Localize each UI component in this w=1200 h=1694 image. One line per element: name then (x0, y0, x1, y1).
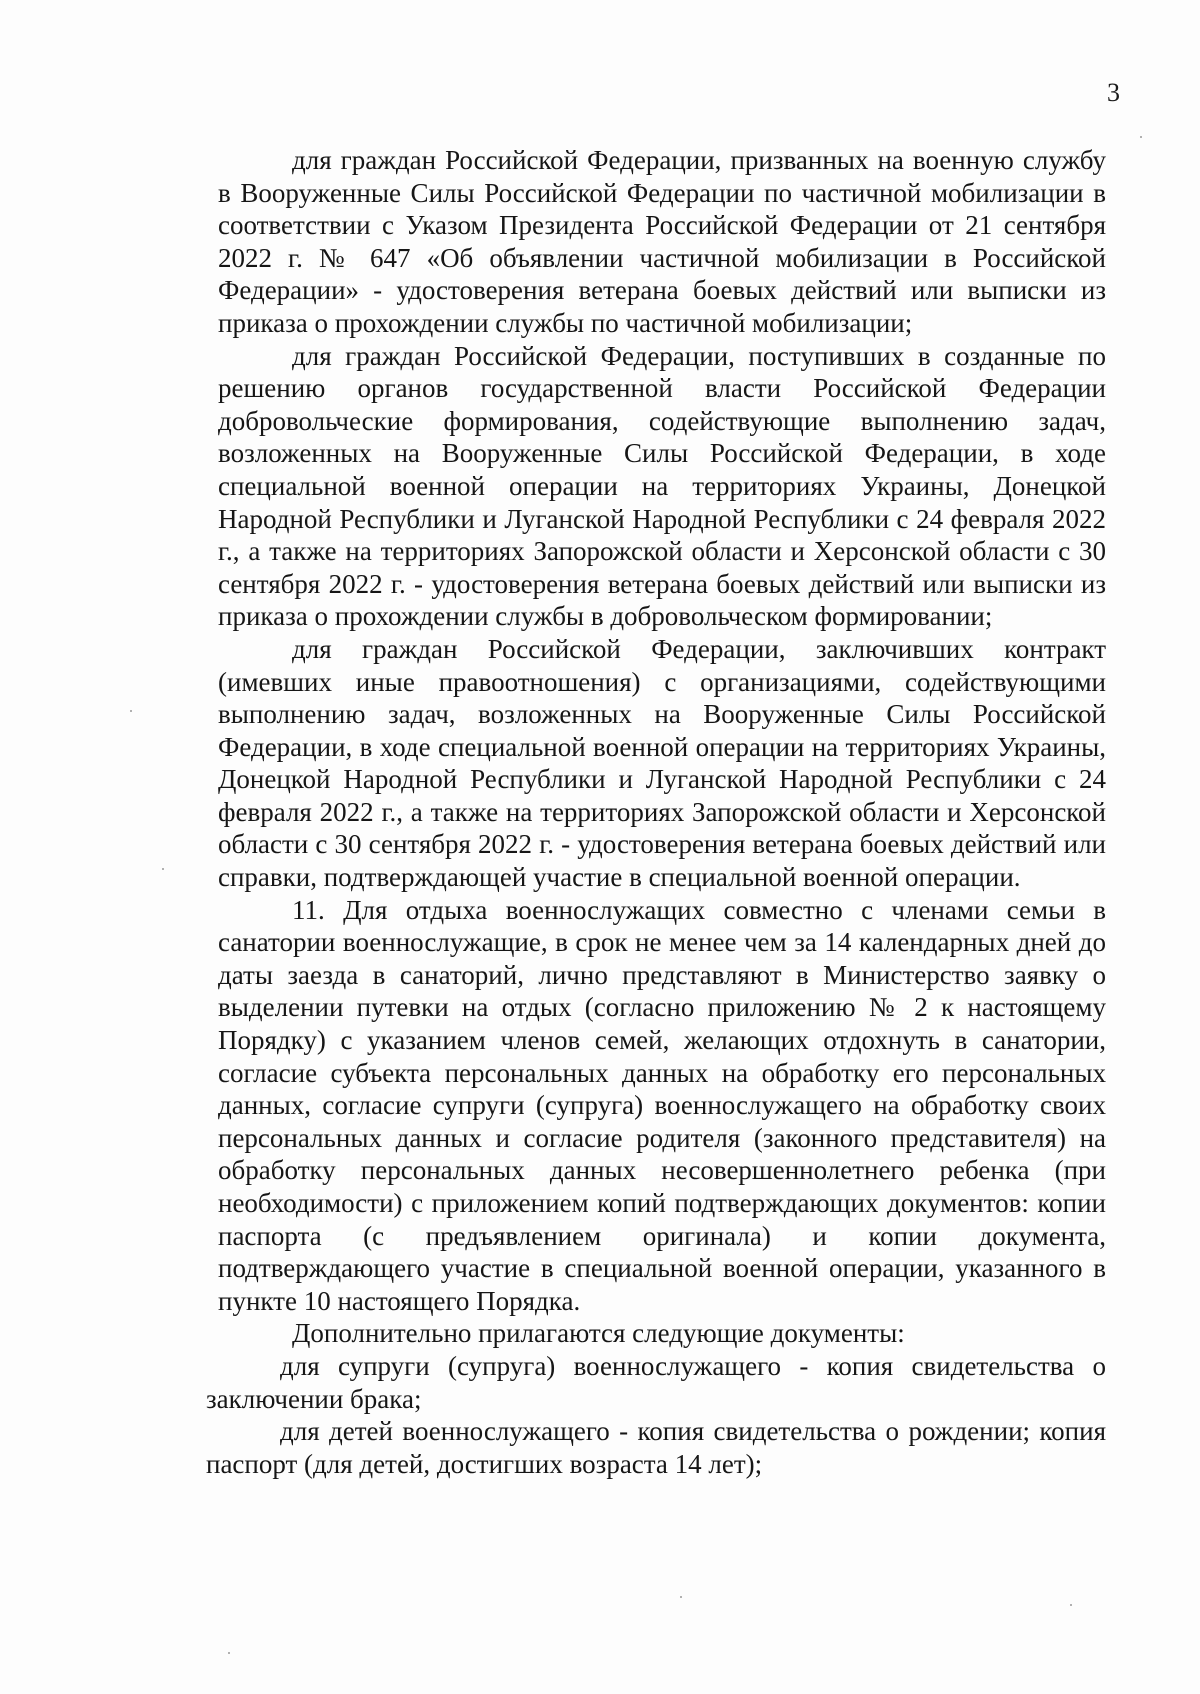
scan-speck (1070, 1604, 1072, 1606)
paragraph-contract-organizations: для граждан Российской Федерации, заключивших контракт (имевших иные правоотношения) с организациями, содействующими выполнению задач, возложенных на Вооруженные Силы Российской Федерации, в ходе специальной военной операции на территориях Украины, Донецкой Народной Республики и Луганской Народной Республики с 24 февраля 2022 г., а также на территориях Запорожской области и Херсонской области с 30 сентября 2022 г. - удостоверения ветерана боевых действий или справки, подтверждающей участие в специальной военной операции. (218, 633, 1106, 893)
paragraph-volunteer-formations: для граждан Российской Федерации, поступивших в созданные по решению органов государственной власти Российской Федерации добровольческие формирования, содействующие выполнению задач, возложенных на Вооруженные Силы Российской Федерации, в ходе специальной военной операции на территориях Украины, Донецкой Народной Республики и Луганской Народной Республики с 24 февраля 2022 г., а также на территориях Запорожской области и Херсонской области с 30 сентября 2022 г. - удостоверения ветерана боевых действий или выписки из приказа о прохождении службы в добровольческом формировании; (218, 340, 1106, 632)
paragraph-children-documents: для детей военнослужащего - копия свидетельства о рождении; копия паспорт (для детей, достигших возраста 14 лет); (206, 1416, 1106, 1479)
scan-speck (228, 1652, 230, 1654)
document-body (206, 144, 1106, 1480)
scan-speck (162, 868, 164, 870)
scan-speck (130, 710, 132, 712)
paragraph-additional-documents: Дополнительно прилагаются следующие документы: (292, 1318, 905, 1349)
page-number: 3 (1107, 78, 1120, 107)
paragraph-item-11: 11. Для отдыха военнослужащих совместно с членами семьи в санатории военнослужащие, в срок не менее чем за 14 календарных дней до даты заезда в санаторий, лично представляют в Министерство заявку о выделении путевки на отдых (согласно приложению № 2 к настоящему Порядку) с указанием членов семей, желающих отдохнуть в санатории, согласие субъекта персональных данных на обработку его персональных данных, согласие супруги (супруга) военнослужащего на обработку своих персональных данных и согласие родителя (законного представителя) на обработку персональных данных несовершеннолетнего ребенка (при необходимости) с приложением копий подтверждающих документов: копии паспорта (с предъявлением оригинала) и копии документа, подтверждающего участие в специальной военной операции, указанного в пункте 10 настоящего Порядка. (218, 894, 1106, 1316)
paragraph-spouse-documents: для супруги (супруга) военнослужащего - копия свидетельства о заключении брака; (206, 1350, 1106, 1414)
paragraph-mobilization: для граждан Российской Федерации, призванных на военную службу в Вооруженные Силы Российской Федерации по частичной мобилизации в соответствии с Указом Президента Российской Федерации от 21 сентября 2022 г. № 647 «Об объявлении частичной мобилизации в Российской Федерации» - удостоверения ветерана боевых действий или выписки из приказа о прохождении службы по частичной мобилизации; (218, 145, 1106, 338)
scan-speck (1140, 136, 1142, 138)
scan-speck (680, 1596, 682, 1598)
